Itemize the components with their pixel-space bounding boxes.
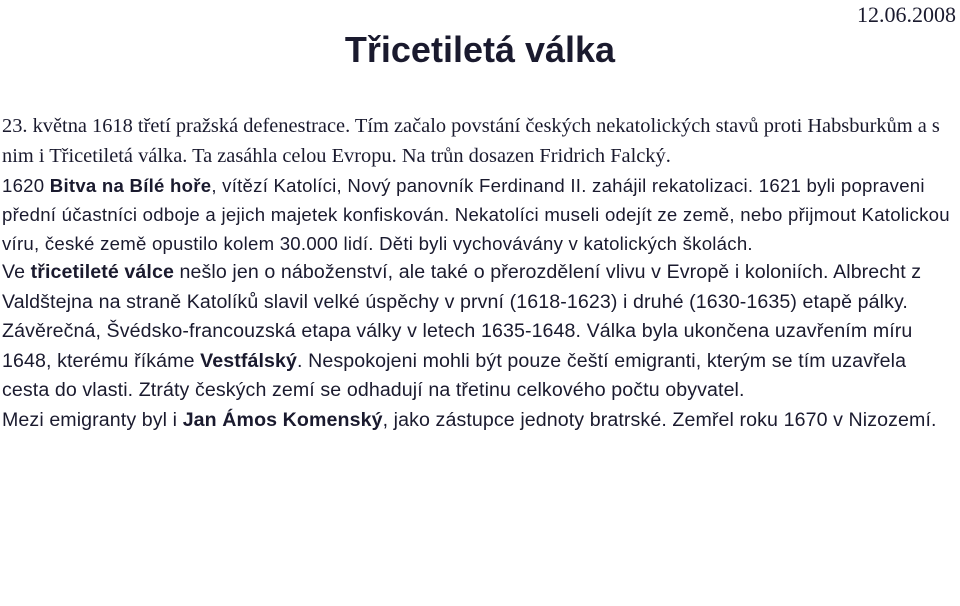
paragraph-comenius — [2, 406, 952, 436]
bold-term-comenius: Jan Ámos Komenský — [182, 408, 383, 431]
bold-term-white-mountain: Bitva na Bílé hoře — [49, 175, 212, 196]
paragraph-thirty-years-war — [2, 258, 952, 317]
paragraph-text: Ve — [2, 261, 31, 283]
paragraph-text: 1620 — [2, 175, 50, 196]
paragraph-final-stage — [2, 317, 952, 406]
bold-term-thirty-years-war: třicetileté válce — [30, 261, 174, 283]
paragraph-text: Mezi emigranty byl i — [2, 408, 183, 431]
paragraph-text: , jako zástupce jednoty bratrské. Zemřel roku 1670 v Nizozemí. — [382, 408, 937, 431]
paragraph-defenestration: 23. května 1618 třetí pražská defenestrace. Tím začalo povstání českých nekatolických stavů proti Habsburkům a s nim i Třicetiletá válka. Ta zasáhla celou Evropu. Na trůn dosazen Fridrich Falcký. — [2, 115, 940, 167]
paragraph-text: . Nespokojeni mohli být pouze čeští emigranti, kterým se tím uzavřela cesta do vlasti. Ztráty českých zemí se odhadují na třetinu celkového počtu obyvatel. — [2, 349, 907, 401]
document-body — [2, 111, 952, 435]
paragraph-text: nešlo jen o náboženství, ale také o přerozdělení vlivu v Evropě i koloniích. Albrecht z Valdštejna na straně Katolíků slavil velké úspěchy v první (1618-1623) i druhé (1630-1635) etapě pálky. — [2, 261, 922, 313]
paragraph-text: Závěrečná, Švédsko-francouzská etapa války v letech 1635-1648. Válka byla ukončena uzavřením míru 1648, kterému říkáme — [2, 320, 913, 372]
date: 12.06.2008 — [857, 2, 956, 27]
bold-term-westphalia: Vestfálský — [200, 349, 297, 372]
paragraph-text: , vítězí Katolíci, Nový panovník Ferdinand II. zahájil rekatolizaci. 1621 byli popraveni přední účastníci odboje a jejich majetek konfiskován. Nekatolíci museli odejít ze země, nebo přijmout Katolickou víru, české země opustilo kolem 30.000 lidí. Děti byli vychovávány v katolických školách. — [2, 175, 950, 254]
page-title: Třicetiletá válka — [344, 29, 616, 70]
paragraph-white-mountain — [2, 171, 952, 258]
